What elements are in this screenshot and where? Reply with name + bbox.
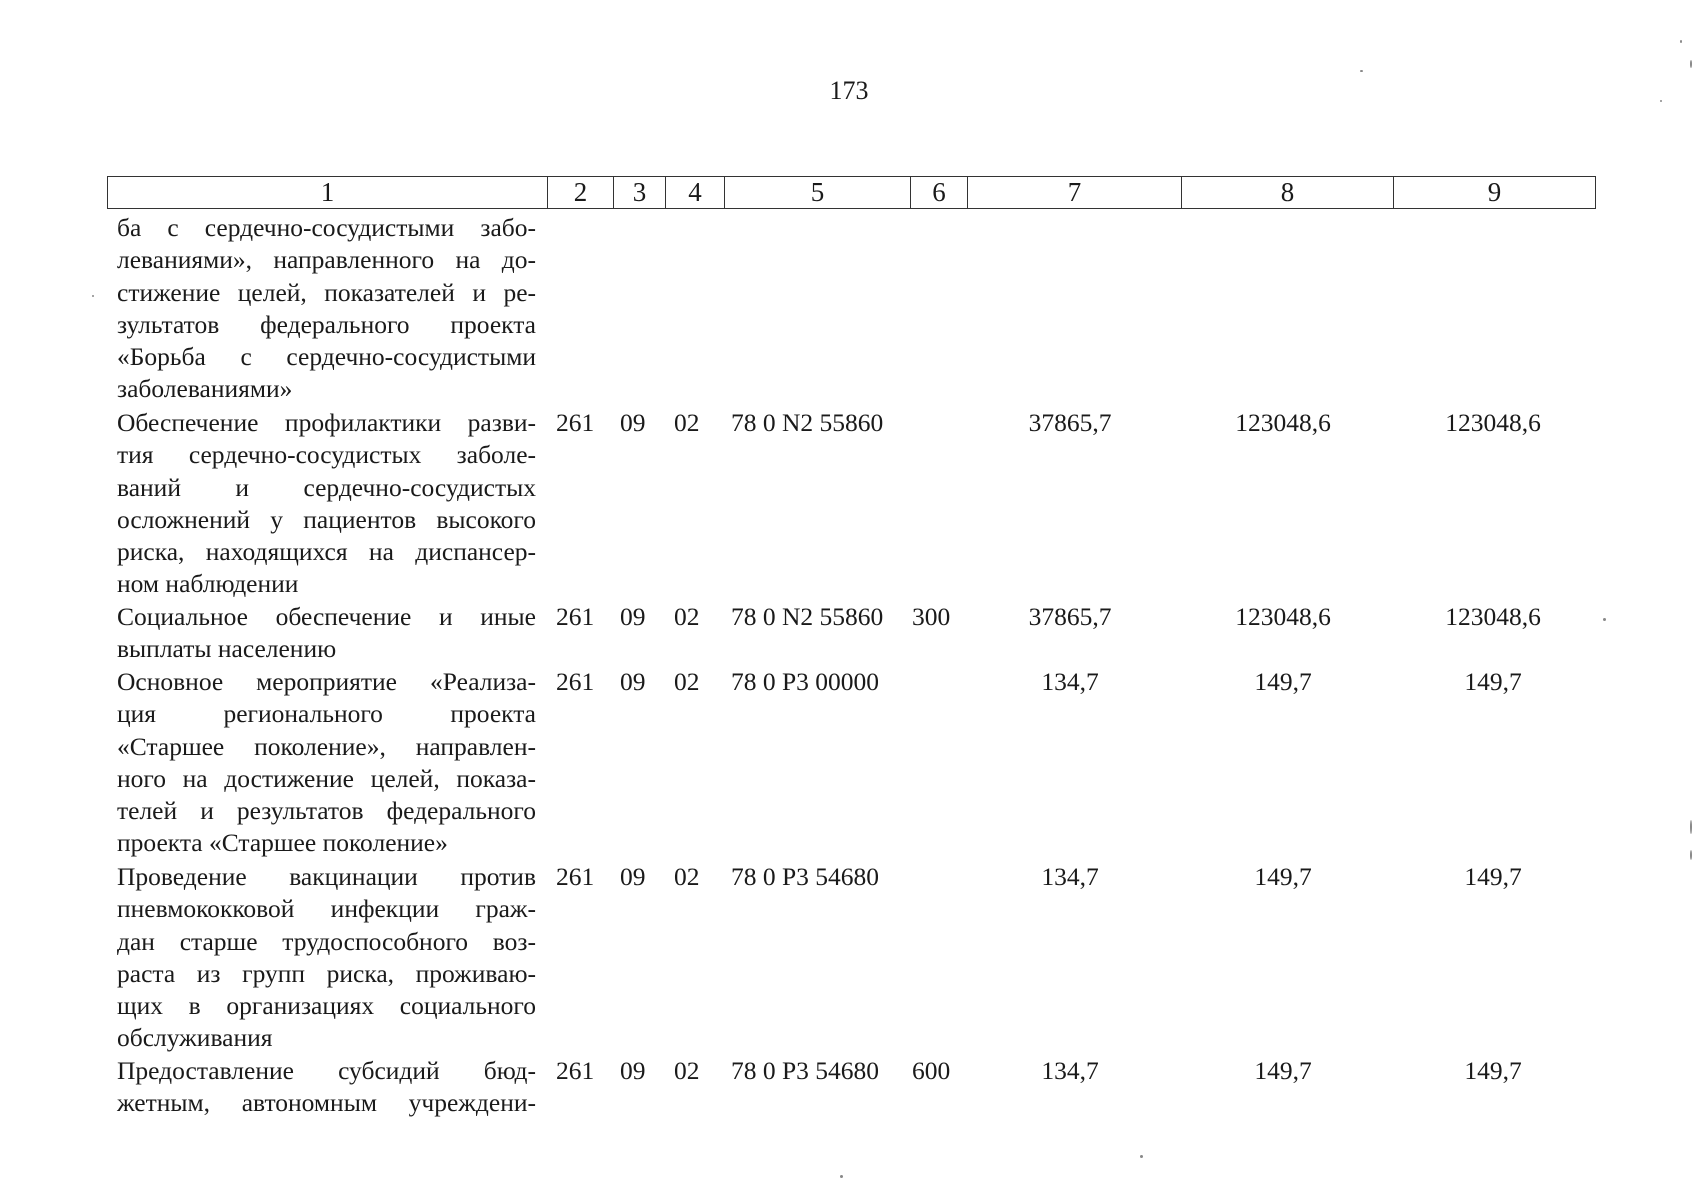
ministry-code: 261 bbox=[556, 667, 595, 696]
column-header-5: 5 bbox=[725, 177, 911, 209]
row-name-line: «Старшее поколение», направлен- bbox=[117, 731, 536, 761]
column-header-1: 1 bbox=[108, 177, 548, 209]
amount-col-8: 149,7 bbox=[1254, 667, 1312, 696]
section-code: 09 bbox=[620, 667, 646, 696]
subsection-code: 02 bbox=[674, 408, 700, 437]
row-name-line: дан старше трудоспособного воз- bbox=[117, 926, 536, 956]
row-name-line: ваний и сердечно-сосудистых bbox=[117, 472, 536, 502]
amount-col-9: 149,7 bbox=[1464, 862, 1522, 891]
row-name-line: ном наблюдении bbox=[117, 569, 299, 599]
row-name-line: риска, находящихся на диспансер- bbox=[117, 537, 536, 567]
amount-col-9: 149,7 bbox=[1464, 667, 1522, 696]
row-name-line: стижение целей, показателей и ре- bbox=[117, 277, 536, 307]
row-name bbox=[117, 666, 536, 860]
expense-type-code: 300 bbox=[912, 602, 951, 631]
row-name-line: Проведение вакцинации против bbox=[117, 862, 536, 891]
column-header-4: 4 bbox=[666, 177, 725, 209]
column-header-3: 3 bbox=[614, 177, 666, 209]
row-name-line: Предоставление субсидий бюд- bbox=[117, 1056, 536, 1085]
row-name bbox=[117, 601, 536, 666]
subsection-code: 02 bbox=[674, 1056, 700, 1085]
row-name-line: Обеспечение профилактики разви- bbox=[117, 408, 536, 437]
section-code: 09 bbox=[620, 1056, 646, 1085]
subsection-code: 02 bbox=[674, 667, 700, 696]
column-header-2: 2 bbox=[548, 177, 614, 209]
row-name-line: раста из групп риска, проживаю- bbox=[117, 958, 536, 988]
column-header-row bbox=[107, 176, 1596, 209]
page-number: 173 bbox=[829, 76, 869, 105]
target-item-code: 78 0 N2 55860 bbox=[731, 602, 884, 631]
row-name-line: леваниями», направленного на до- bbox=[117, 245, 536, 275]
row-name-line: выплаты населению bbox=[117, 634, 337, 664]
amount-col-8: 149,7 bbox=[1254, 862, 1312, 891]
row-name-line: ция регионального проекта bbox=[117, 699, 536, 729]
amount-col-9: 123048,6 bbox=[1445, 408, 1541, 437]
row-name-line: проекта «Старшее поколение» bbox=[117, 828, 448, 858]
row-name-line: телей и результатов федерального bbox=[117, 796, 536, 826]
amount-col-7: 134,7 bbox=[1041, 862, 1099, 891]
target-item-code: 78 0 N2 55860 bbox=[731, 408, 884, 437]
amount-col-8: 123048,6 bbox=[1235, 408, 1331, 437]
row-name bbox=[117, 861, 536, 1055]
row-name-line: ного на достижение целей, показа- bbox=[117, 763, 536, 793]
row-name-line: обслуживания bbox=[117, 1023, 273, 1053]
scan-speck bbox=[1140, 1155, 1143, 1158]
row-name-line: «Борьба с сердечно-сосудистыми bbox=[117, 342, 536, 372]
section-code: 09 bbox=[620, 602, 646, 631]
target-item-code: 78 0 P3 00000 bbox=[731, 667, 880, 696]
scan-speck bbox=[1360, 70, 1363, 72]
amount-col-7: 134,7 bbox=[1041, 1056, 1099, 1085]
scan-speck bbox=[840, 1175, 843, 1178]
row-name-line: Основное мероприятие «Реализа- bbox=[117, 667, 536, 696]
amount-col-9: 149,7 bbox=[1464, 1056, 1522, 1085]
row-name-line: ба с сердечно-сосудистыми забо- bbox=[117, 213, 536, 242]
subsection-code: 02 bbox=[674, 602, 700, 631]
target-item-code: 78 0 P3 54680 bbox=[731, 1056, 880, 1085]
amount-col-7: 37865,7 bbox=[1028, 602, 1112, 631]
row-name-line: щих в организациях социального bbox=[117, 991, 536, 1021]
row-name bbox=[117, 407, 536, 601]
scan-speck bbox=[1690, 60, 1692, 68]
target-item-code: 78 0 P3 54680 bbox=[731, 862, 880, 891]
row-name-line: пневмококковой инфекции граж- bbox=[117, 894, 536, 924]
expense-type-code: 600 bbox=[912, 1056, 951, 1085]
scan-speck bbox=[92, 295, 94, 297]
section-code: 09 bbox=[620, 862, 646, 891]
ministry-code: 261 bbox=[556, 408, 595, 437]
scan-speck bbox=[1680, 40, 1682, 43]
row-name-line: осложнений у пациентов высокого bbox=[117, 504, 536, 534]
row-name-line: жетным, автономным учреждени- bbox=[117, 1088, 536, 1118]
ministry-code: 261 bbox=[556, 862, 595, 891]
amount-col-7: 134,7 bbox=[1041, 667, 1099, 696]
ministry-code: 261 bbox=[556, 1056, 595, 1085]
ministry-code: 261 bbox=[556, 602, 595, 631]
scan-speck bbox=[1690, 820, 1692, 834]
section-code: 09 bbox=[620, 408, 646, 437]
row-name-line: зультатов федерального проекта bbox=[117, 309, 536, 339]
column-header-7: 7 bbox=[968, 177, 1182, 209]
row-name bbox=[117, 212, 536, 406]
subsection-code: 02 bbox=[674, 862, 700, 891]
scan-speck bbox=[1603, 618, 1606, 621]
amount-col-7: 37865,7 bbox=[1028, 408, 1112, 437]
row-name bbox=[117, 1055, 536, 1120]
amount-col-9: 123048,6 bbox=[1445, 602, 1541, 631]
scan-speck bbox=[1690, 850, 1692, 860]
row-name-line: Социальное обеспечение и иные bbox=[117, 602, 536, 631]
amount-col-8: 123048,6 bbox=[1235, 602, 1331, 631]
scan-speck bbox=[1660, 100, 1662, 102]
row-name-line: тия сердечно-сосудистых заболе- bbox=[117, 440, 536, 470]
column-header-9: 9 bbox=[1394, 177, 1596, 209]
column-header-6: 6 bbox=[911, 177, 968, 209]
column-header-8: 8 bbox=[1182, 177, 1394, 209]
amount-col-8: 149,7 bbox=[1254, 1056, 1312, 1085]
row-name-line: заболеваниями» bbox=[117, 374, 293, 404]
